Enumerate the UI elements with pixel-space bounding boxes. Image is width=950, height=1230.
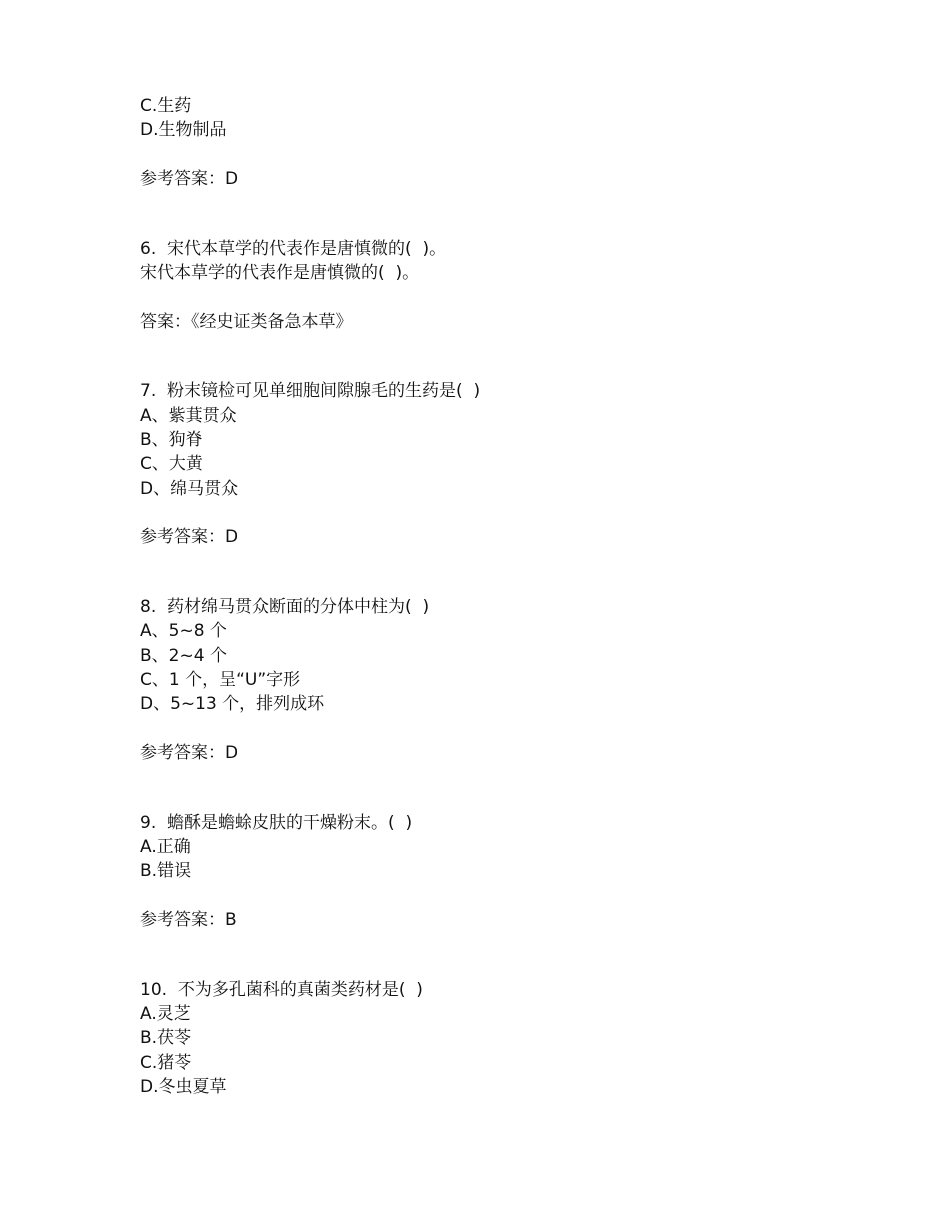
- question-text: 10. 不为多孔菌科的真菌类药材是( ): [140, 979, 423, 1000]
- question-9: [140, 811, 900, 933]
- option-b: B、狗脊: [140, 429, 203, 450]
- document-page: [140, 94, 900, 1100]
- option-d: D.生物制品: [140, 120, 227, 141]
- option-a: A.正确: [140, 836, 191, 857]
- option-c: C、大黄: [140, 454, 203, 475]
- option-d: D、绵马贯众: [140, 478, 239, 499]
- answer: 参考答案：D: [140, 743, 239, 764]
- question-5-tail: [140, 94, 900, 192]
- answer: 答案：《经史证类备急本草》: [140, 311, 353, 332]
- question-text-repeat: 宋代本草学的代表作是唐慎微的( )。: [140, 262, 420, 283]
- option-a: A、紫萁贯众: [140, 405, 237, 426]
- option-b: B、2~4 个: [140, 645, 227, 666]
- question-text: 8. 药材绵马贯众断面的分体中柱为( ): [140, 596, 430, 617]
- option-b: B.茯苓: [140, 1028, 192, 1049]
- question-text: 9. 蟾酥是蟾蜍皮肤的干燥粉末。( ): [140, 812, 413, 833]
- question-text: 6. 宋代本草学的代表作是唐慎微的( )。: [140, 238, 447, 259]
- option-c: C.猪苓: [140, 1052, 192, 1073]
- option-a: A.灵芝: [140, 1003, 191, 1024]
- option-c: C、1 个，呈“U”字形: [140, 670, 301, 691]
- option-c: C.生药: [140, 96, 192, 116]
- question-7: [140, 379, 900, 550]
- answer: 参考答案：D: [140, 169, 239, 190]
- option-d: D.冬虫夏草: [140, 1077, 227, 1098]
- answer: 参考答案：B: [140, 910, 237, 931]
- option-a: A、5~8 个: [140, 621, 227, 642]
- option-d: D、5~13 个，排列成环: [140, 694, 325, 715]
- answer: 参考答案：D: [140, 527, 239, 548]
- option-b: B.错误: [140, 861, 192, 882]
- question-6: [140, 237, 900, 335]
- question-text: 7. 粉末镜检可见单细胞间隙腺毛的生药是( ): [140, 381, 481, 402]
- question-8: [140, 595, 900, 766]
- question-10: [140, 978, 900, 1100]
